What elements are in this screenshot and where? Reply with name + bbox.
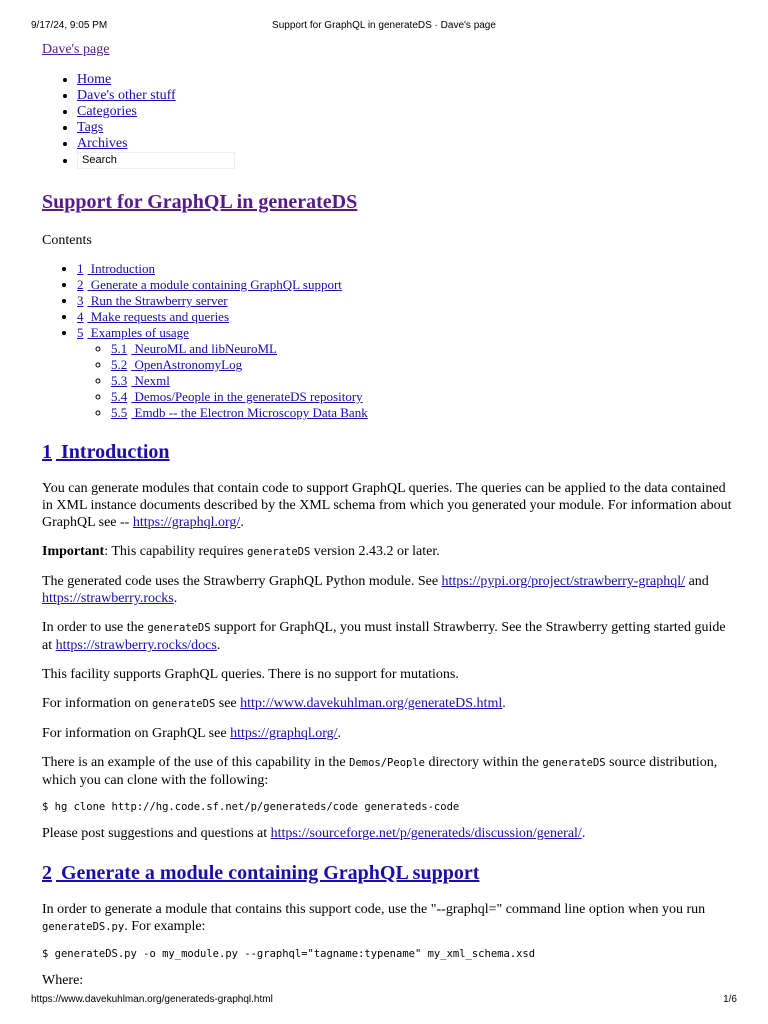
paragraph: You can generate modules that contain code to support GraphQL queries. The queries can be applied to the data contained in XML instance documents described by the XML schema from which you generated your module. For information about GraphQL see -- https://graphql.org/. <box>42 481 732 530</box>
paragraph: For information on generateDS see http://www.davekuhlman.org/generateDS.html. <box>42 696 506 711</box>
nav-item-categories <box>77 104 732 120</box>
page-content <box>42 42 732 1001</box>
print-header <box>31 20 737 34</box>
paragraph: Where: <box>42 973 84 988</box>
code-block: $ generateDS.py -o my_module.py --graphql="tagname:typename" my_xml_schema.xsd <box>42 948 536 960</box>
nav-item-archives <box>77 136 732 152</box>
link[interactable]: https://pypi.org/project/strawberry-graphql/ <box>441 574 686 589</box>
toc-link-5-1[interactable]: 5.1 NeuroML and libNeuroML <box>111 341 277 356</box>
link[interactable]: https://strawberry.rocks/docs <box>55 638 217 653</box>
section-heading-link[interactable]: 2 Generate a module containing GraphQL support <box>42 862 480 884</box>
print-url: https://www.davekuhlman.org/generateds-graphql.html <box>31 994 273 1005</box>
paragraph: Please post suggestions and questions at https://sourceforge.net/p/generateds/discussion/general/. <box>42 826 586 841</box>
toc-subitem <box>111 405 732 421</box>
toc-subitem <box>111 357 732 373</box>
section-heading-link[interactable]: 1 Introduction <box>42 441 170 463</box>
print-footer <box>31 994 737 1008</box>
paragraph: This facility supports GraphQL queries. There is no support for mutations. <box>42 667 459 682</box>
article-title <box>42 191 732 214</box>
paragraph: The generated code uses the Strawberry GraphQL Python module. See https://pypi.org/project/strawberry-graphql/ and https://strawberry.rocks. <box>42 574 709 606</box>
link[interactable]: https://graphql.org/ <box>132 515 241 530</box>
toc-sublist <box>77 341 732 421</box>
nav-link-tags[interactable]: Tags <box>77 120 104 135</box>
table-of-contents <box>42 261 732 421</box>
contents-label: Contents <box>42 233 92 248</box>
site-title-link[interactable]: Dave's page <box>42 42 110 57</box>
paragraph: Important: This capability requires generateDS version 2.43.2 or later. <box>42 544 440 559</box>
toc-item <box>77 325 732 421</box>
print-datetime: 9/17/24, 9:05 PM <box>31 20 108 31</box>
toc-subitem <box>111 373 732 389</box>
toc-link-5-2[interactable]: 5.2 OpenAstronomyLog <box>111 357 243 372</box>
nav-link-archives[interactable]: Archives <box>77 136 128 151</box>
search-input[interactable]: Search <box>77 152 235 169</box>
toc-item <box>77 309 732 325</box>
toc-link-1[interactable]: 1 Introduction <box>77 261 156 276</box>
toc-link-2[interactable]: 2 Generate a module containing GraphQL support <box>77 277 342 292</box>
nav-item-tags <box>77 120 732 136</box>
page-number: 1/6 <box>723 994 737 1005</box>
toc-link-3[interactable]: 3 Run the Strawberry server <box>77 293 228 308</box>
toc-link-5[interactable]: 5 Examples of usage <box>77 325 189 340</box>
toc-subitem <box>111 341 732 357</box>
nav-link-categories[interactable]: Categories <box>77 104 137 119</box>
nav-link-home[interactable]: Home <box>77 72 112 87</box>
section-heading-introduction <box>42 441 732 464</box>
toc-link-5-3[interactable]: 5.3 Nexml <box>111 373 170 388</box>
toc-item <box>77 277 732 293</box>
toc-link-4[interactable]: 4 Make requests and queries <box>77 309 230 324</box>
link[interactable]: https://sourceforge.net/p/generateds/discussion/general/ <box>270 826 582 841</box>
toc-link-5-5[interactable]: 5.5 Emdb -- the Electron Microscopy Data Bank <box>111 405 368 420</box>
toc-subitem <box>111 389 732 405</box>
section-heading-generate-module <box>42 862 732 885</box>
nav-item-home <box>77 72 732 88</box>
print-title: Support for GraphQL in generateDS · Dave's page <box>272 20 496 31</box>
paragraph: For information on GraphQL see https://graphql.org/. <box>42 726 342 741</box>
article-title-link[interactable]: Support for GraphQL in generateDS <box>42 191 358 213</box>
toc-link-5-4[interactable]: 5.4 Demos/People in the generateDS repository <box>111 389 363 404</box>
link[interactable]: http://www.davekuhlman.org/generateDS.html <box>240 696 503 711</box>
nav-item-other-stuff <box>77 88 732 104</box>
nav-item-search <box>77 152 732 169</box>
toc-item <box>77 293 732 309</box>
paragraph: There is an example of the use of this capability in the Demos/People directory within the generateDS source distribution, which you can clone with the following: <box>42 755 718 788</box>
toc-item <box>77 261 732 277</box>
main-nav <box>42 72 732 169</box>
paragraph: In order to use the generateDS support for GraphQL, you must install Strawberry. See the Strawberry getting started guide at https://strawberry.rocks/docs. <box>42 620 726 653</box>
link[interactable]: https://graphql.org/ <box>230 726 338 741</box>
nav-link-other-stuff[interactable]: Dave's other stuff <box>77 88 176 103</box>
code-block: $ hg clone http://hg.code.sf.net/p/generateds/code generateds-code <box>42 801 460 813</box>
paragraph: In order to generate a module that contains this support code, use the "--graphql=" command line option when you run generateDS.py. For example: <box>42 902 706 934</box>
link[interactable]: https://strawberry.rocks <box>42 591 174 606</box>
